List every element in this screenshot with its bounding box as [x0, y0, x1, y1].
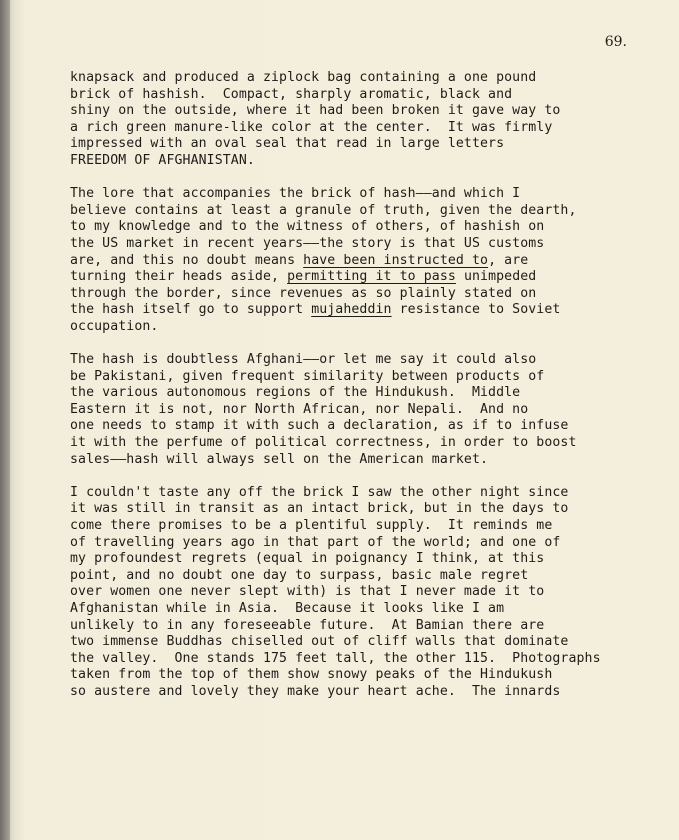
- paragraph-gap: [70, 170, 630, 187]
- underlined-phrase: permitting it to pass: [287, 269, 456, 285]
- underlined-phrase: mujaheddin: [311, 302, 392, 318]
- text-line: occupation.: [70, 318, 159, 334]
- book-binding-edge: [0, 0, 10, 840]
- text-line: The hash is doubtless Afghani——or let me say it could also: [70, 352, 537, 368]
- text-line: of travelling years ago in that part of the world; and one of: [70, 534, 561, 550]
- underlined-phrase: have been instructed to: [303, 252, 489, 268]
- text-line: Eastern it is not, nor North African, nor Nepali. And no: [70, 401, 529, 417]
- paragraph-gap: [70, 336, 630, 353]
- text-line: knapsack and produced a ziplock bag containing a one pound: [70, 70, 537, 85]
- text-line: one needs to stamp it with such a declaration, as if to infuse: [70, 418, 569, 434]
- text-line: it with the perfume of political correctness, in order to boost: [70, 435, 577, 451]
- page-number: 69.: [604, 34, 627, 50]
- paragraph: [70, 70, 630, 170]
- text-line: the hash itself go to support mujaheddin resistance to Soviet: [70, 302, 561, 318]
- paragraph-gap: [70, 468, 630, 485]
- text-line: point, and no doubt one day to surpass, basic male regret: [70, 567, 529, 583]
- text-line: impressed with an oval seal that read in large letters: [70, 136, 505, 152]
- text-line: to my knowledge and to the witness of others, of hashish on: [70, 219, 545, 235]
- text-line: a rich green manure-like color at the center. It was firmly: [70, 119, 553, 135]
- text-line: Afghanistan while in Asia. Because it looks like I am: [70, 601, 505, 616]
- text-line: taken from the top of them show snowy peaks of the Hindukush: [70, 667, 553, 683]
- text-line: shiny on the outside, where it had been broken it gave way to: [70, 103, 561, 119]
- text-line: The lore that accompanies the brick of hash——and which I: [70, 186, 521, 202]
- text-line: FREEDOM OF AFGHANISTAN.: [70, 152, 255, 168]
- text-line: the valley. One stands 175 feet tall, the other 115. Photographs: [70, 650, 601, 666]
- text-line: brick of hashish. Compact, sharply aromatic, black and: [70, 86, 513, 102]
- text-line: it was still in transit as an intact brick, but in the days to: [70, 501, 569, 517]
- text-line: two immense Buddhas chiselled out of cliff walls that dominate: [70, 634, 569, 650]
- text-line: the various autonomous regions of the Hindukush. Middle: [70, 385, 521, 401]
- text-line: the US market in recent years——the story is that US customs: [70, 235, 545, 251]
- paragraph: [70, 186, 630, 335]
- text-line: turning their heads aside, permitting it to pass unimpeded: [70, 269, 537, 285]
- body-text: [70, 70, 630, 701]
- text-line: my profoundest regrets (equal in poignancy I think, at this: [70, 551, 545, 567]
- text-line: come there promises to be a plentiful supply. It reminds me: [70, 518, 553, 534]
- text-line: are, and this no doubt means have been instructed to, are: [70, 252, 529, 268]
- text-line: I couldn't taste any off the brick I saw the other night since: [70, 484, 569, 500]
- text-line: over women one never slept with) is that I never made it to: [70, 584, 545, 600]
- text-line: believe contains at least a granule of truth, given the dearth,: [70, 202, 577, 218]
- text-line: through the border, since revenues as so plainly stated on: [70, 285, 537, 301]
- text-line: sales——hash will always sell on the American market.: [70, 451, 489, 467]
- text-line: be Pakistani, given frequent similarity between products of: [70, 368, 545, 384]
- text-line: so austere and lovely they make your heart ache. The innards: [70, 683, 561, 699]
- paragraph: [70, 485, 630, 701]
- paragraph: [70, 352, 630, 468]
- text-line: unlikely to in any foreseeable future. At Bamian there are: [70, 617, 545, 633]
